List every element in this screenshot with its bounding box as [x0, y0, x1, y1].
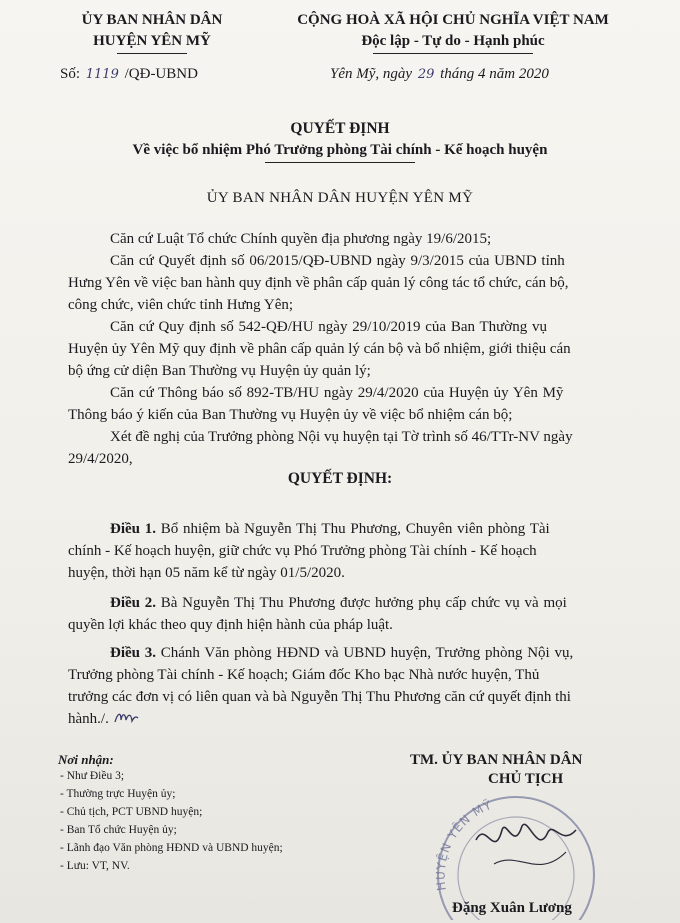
- article-3-line: trưởng các đơn vị có liên quan và bà Nguyễn Thị Thu Phương căn cứ quyết định thi: [68, 689, 571, 705]
- recipients-heading: Nơi nhận:: [58, 752, 114, 767]
- seal-text: HUYỆN YÊN MỸ: [433, 797, 495, 892]
- article-1-label: Điều 1.: [110, 521, 156, 537]
- issuing-authority-header: [52, 10, 252, 54]
- article-3-line: [110, 642, 573, 664]
- authority-line2: HUYỆN YÊN MỸ: [93, 33, 211, 49]
- date-place: Yên Mỹ, ngày: [330, 66, 413, 82]
- recipient-item: - Chủ tịch, PCT UBND huyện;: [60, 806, 203, 818]
- article-2-line: quyền lợi khác theo quy định hiện hành của pháp luật.: [68, 617, 393, 633]
- basis-line: Hưng Yên về việc ban hành quy định về phân cấp quản lý công tác tổ chức, cán bộ,: [68, 275, 569, 291]
- document-title: QUYẾT ĐỊNH: [290, 120, 390, 137]
- article-1-line: [110, 518, 550, 540]
- article-3-text: Chánh Văn phòng HĐND và UBND huyện, Trưởng phòng Nội vụ,: [160, 645, 574, 661]
- number-suffix: /QĐ-UBND: [124, 66, 198, 82]
- recipient-item: - Lãnh đạo Văn phòng HĐND và UBND huyện;: [60, 842, 283, 854]
- document-subtitle: [0, 142, 680, 163]
- subtitle-text: Về việc bổ nhiệm Phó Trưởng phòng Tài chính - Kế hoạch huyện: [132, 142, 548, 158]
- recipient-item: - Thường trực Huyện ủy;: [60, 788, 176, 800]
- basis-line: Căn cứ Quyết định số 06/2015/QĐ-UBND ngày 9/3/2015 của UBND tỉnh: [110, 253, 565, 269]
- signature-title: TM. ỦY BAN NHÂN DÂN: [410, 752, 583, 768]
- initial-mark-icon: [113, 708, 139, 726]
- article-3-end: hành./.: [68, 711, 109, 727]
- recipient-item: - Lưu: VT, NV.: [60, 860, 130, 872]
- basis-line: bộ ứng cử diện Ban Thường vụ Huyện ủy quản lý;: [68, 363, 371, 379]
- basis-line: Huyện ủy Yên Mỹ quy định về phân cấp quản lý cán bộ và bổ nhiệm, giới thiệu cán: [68, 341, 571, 357]
- decision-heading: QUYẾT ĐỊNH:: [287, 470, 393, 487]
- recipient-item: - Ban Tổ chức Huyện ủy;: [60, 824, 177, 836]
- number-prefix: Số:: [60, 66, 81, 82]
- signer-name: Đặng Xuân Lương: [452, 900, 572, 916]
- article-3-label: Điều 3.: [110, 645, 156, 661]
- article-2-text: Bà Nguyễn Thị Thu Phương được hưởng phụ cấp chức vụ và mọi: [160, 595, 567, 611]
- date-rest: tháng 4 năm 2020: [440, 66, 549, 82]
- subtitle-rule: [265, 162, 415, 163]
- article-2-label: Điều 2.: [110, 595, 156, 611]
- authority-title: ỦY BAN NHÂN DÂN HUYỆN YÊN MỸ: [206, 190, 474, 206]
- number-value: 1119: [85, 67, 119, 82]
- article-1-text: Bổ nhiệm bà Nguyễn Thị Thu Phương, Chuyên viên phòng Tài: [160, 521, 550, 537]
- recipient-item: - Như Điều 3;: [60, 770, 125, 782]
- basis-line: Căn cứ Luật Tổ chức Chính quyền địa phương ngày 19/6/2015;: [110, 231, 492, 247]
- basis-line: Xét đề nghị của Trưởng phòng Nội vụ huyện tại Tờ trình số 46/TTr-NV ngày: [110, 429, 573, 445]
- header-left-rule: [117, 53, 187, 54]
- basis-line: công chức, viên chức tỉnh Hưng Yên;: [68, 297, 294, 313]
- article-2-line: [110, 592, 567, 614]
- svg-text:HUYỆN YÊN MỸ: [434, 797, 495, 892]
- article-1-line: huyện, thời hạn 05 năm kể từ ngày 01/5/2020.: [68, 565, 345, 581]
- signature-position: CHỦ TỊCH: [488, 771, 564, 787]
- nation-line: CỘNG HOÀ XÃ HỘI CHỦ NGHĨA VIỆT NAM: [297, 12, 609, 28]
- basis-line: Thông báo ý kiến của Ban Thường vụ Huyện ủy về việc bổ nhiệm cán bộ;: [68, 407, 513, 423]
- article-3-line: Trưởng phòng Tài chính - Kế hoạch; Giám đốc Kho bạc Nhà nước huyện, Thủ: [68, 667, 540, 683]
- document-number: [60, 66, 198, 83]
- document-date: [330, 66, 549, 83]
- authority-line1: ỦY BAN NHÂN DÂN: [81, 12, 223, 28]
- article-3-line: [68, 708, 139, 730]
- basis-line: Căn cứ Thông báo số 892-TB/HU ngày 29/4/2020 của Huyện ủy Yên Mỹ: [110, 385, 564, 401]
- basis-line: 29/4/2020,: [68, 451, 133, 467]
- basis-line: Căn cứ Quy định số 542-QĐ/HU ngày 29/10/2019 của Ban Thường vụ: [110, 319, 547, 335]
- article-1-line: chính - Kế hoạch huyện, giữ chức vụ Phó Trưởng phòng Tài chính - Kế hoạch: [68, 543, 537, 559]
- date-day: 29: [417, 67, 435, 82]
- header-right-rule: [373, 53, 533, 54]
- national-motto-header: [268, 10, 638, 54]
- motto-line: Độc lập - Tự do - Hạnh phúc: [361, 33, 545, 49]
